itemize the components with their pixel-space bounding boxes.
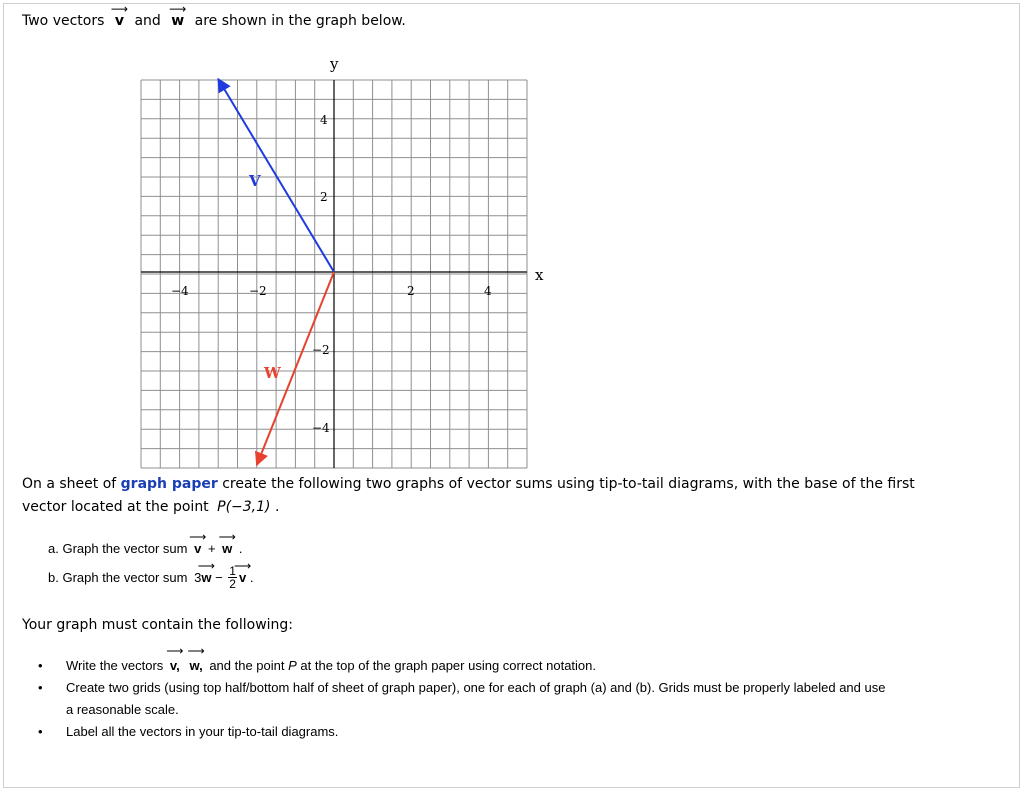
instruction-line-1 (22, 476, 915, 492)
task-a-vector-w: ⟶ w (218, 530, 236, 556)
requirements-list (30, 644, 1010, 743)
task-b-prefix: b. Graph the vector sum (48, 570, 188, 585)
instruction-text-2: create the following two graphs of vector sums using tip-to-tail diagrams, with the base of the first (222, 476, 915, 492)
vector-w-label: W (264, 364, 281, 382)
point-p: P(−3,1) (217, 499, 271, 515)
instruction-period: . (274, 499, 280, 515)
list-item: • Label all the vectors in your tip-to-tail diagrams. (30, 721, 1010, 743)
x-tick-4: 4 (484, 284, 492, 298)
intro-text-and: and (134, 13, 161, 29)
instruction-text-3: vector located at the point (22, 499, 209, 515)
task-a (48, 530, 243, 556)
bullet-vector-v: ⟶ v, (166, 644, 184, 673)
task-a-plus: + (207, 541, 216, 556)
bullet-vector-w: ⟶ w, (187, 644, 205, 673)
task-a-prefix: a. Graph the vector sum (48, 541, 188, 556)
task-b-vector-v: ⟶ v (233, 559, 252, 585)
task-b-fraction: $\frac{1}{2}$ (229, 564, 236, 591)
task-b (48, 559, 254, 591)
instruction-line-2 (22, 499, 279, 515)
bullet-icon: • (38, 680, 43, 695)
y-tick-neg4: −4 (312, 421, 330, 435)
list-item: • Write the vectors ⟶ v, ⟶ w, and the point P at the top of the graph paper using correct notation. (30, 655, 1010, 677)
instruction-text-1: On a sheet of (22, 476, 117, 492)
bullet-icon: • (38, 658, 43, 673)
intro-vector-v: ⟶ v (110, 2, 129, 29)
requirements-heading: Your graph must contain the following: (22, 617, 294, 633)
y-tick-neg2: −2 (312, 343, 330, 357)
y-axis-label: y (330, 55, 339, 73)
bullet-icon: • (38, 724, 43, 739)
y-tick-2: 2 (320, 190, 328, 204)
x-tick-neg2: −2 (249, 284, 267, 298)
x-axis-label: x (535, 266, 544, 284)
bullet-point-p: P (288, 658, 297, 673)
task-b-period: . (249, 570, 254, 585)
intro-text-before: Two vectors (22, 13, 105, 29)
task-a-vector-v: ⟶ v (189, 530, 207, 556)
task-b-vector-w: ⟶ w (197, 559, 215, 585)
intro-text-after: are shown in the graph below. (194, 13, 406, 29)
vector-v-label: V (249, 172, 261, 190)
task-b-coefficient: 3 (194, 570, 202, 585)
x-tick-neg4: −4 (171, 284, 189, 298)
task-b-minus: − (215, 570, 223, 585)
graph-paper-link[interactable]: graph paper (120, 476, 218, 492)
task-a-period: . (238, 541, 243, 556)
y-tick-4: 4 (320, 113, 328, 127)
x-tick-2: 2 (407, 284, 415, 298)
list-item: • Create two grids (using top half/bottom half of sheet of graph paper), one for each of graph (a) and (b). Grids must be properly labeled and use a reasonable scale. (30, 677, 1010, 721)
intro-vector-w: ⟶ w (169, 2, 187, 29)
